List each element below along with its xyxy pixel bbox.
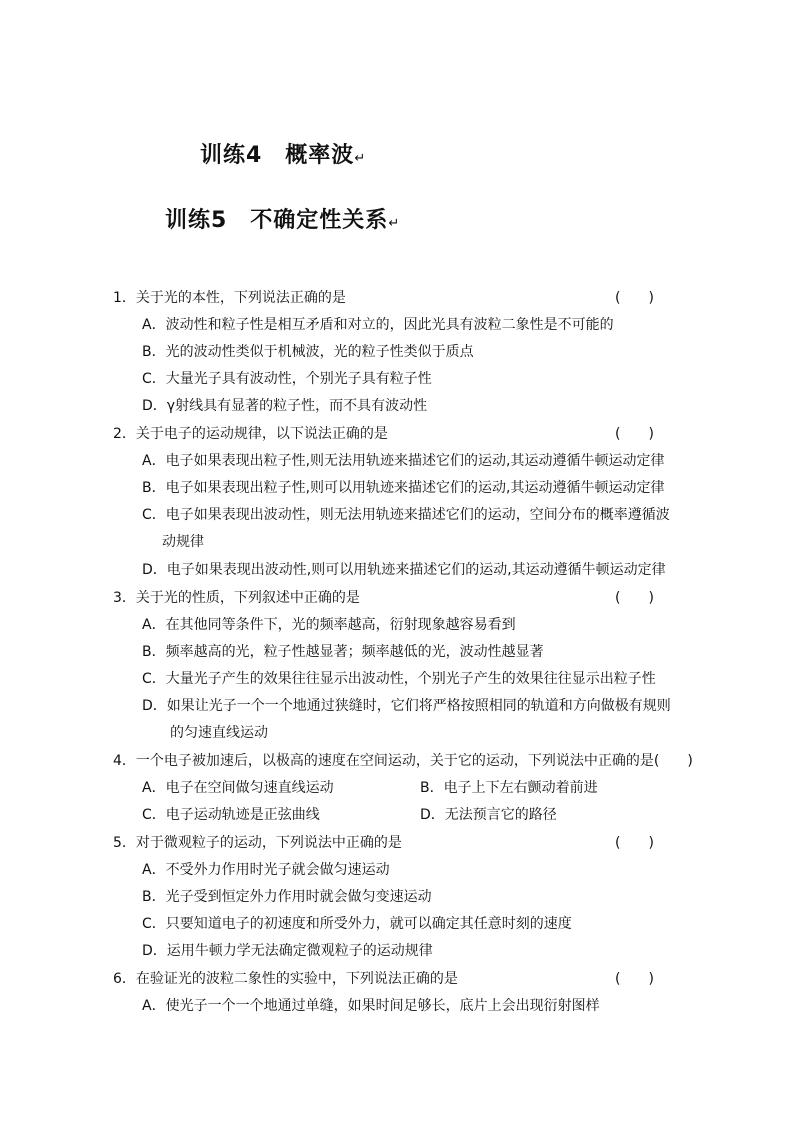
question-3-option-c: C．大量光子产生的效果往往显示出波动性，个别光子产生的效果往往显示出粒子性 bbox=[142, 671, 656, 687]
question-5-option-b: B．光子受到恒定外力作用时就会做匀变速运动 bbox=[142, 889, 432, 905]
paragraph-mark-icon: ↵ bbox=[388, 216, 401, 231]
question-6-stem: 6．在验证光的波粒二象性的实验中，下列说法正确的是 bbox=[113, 971, 458, 987]
paragraph-mark-icon: ↵ bbox=[354, 151, 367, 166]
question-5-stem: 5．对于微观粒子的运动，下列说法中正确的是 bbox=[113, 835, 402, 851]
question-4-option-c: C．电子运动轨迹是正弦曲线 bbox=[142, 807, 320, 823]
answer-blank: ( ) bbox=[615, 590, 654, 606]
question-4-option-d: D．无法预言它的路径 bbox=[420, 807, 557, 823]
answer-blank: ( ) bbox=[615, 426, 654, 442]
question-3-stem: 3．关于光的性质，下列叙述中正确的是 bbox=[113, 590, 360, 606]
question-2-option-c: C．电子如果表现出波动性，则无法用轨迹来描述它们的运动，空间分布的概率遵循波 bbox=[142, 507, 670, 523]
question-1-option-d: D．γ射线具有显著的粒子性，而不具有波动性 bbox=[142, 398, 428, 414]
question-2-stem: 2．关于电子的运动规律，以下说法正确的是 bbox=[113, 426, 388, 442]
question-3-option-d-continued: 的匀速直线运动 bbox=[170, 725, 268, 741]
question-4-option-b: B．电子上下左右颤动着前进 bbox=[420, 780, 598, 796]
question-1-option-c: C．大量光子具有波动性，个别光子具有粒子性 bbox=[142, 371, 432, 387]
question-1-option-b: B．光的波动性类似于机械波，光的粒子性类似于质点 bbox=[142, 344, 474, 360]
question-2-option-b: B．电子如果表现出粒子性,则可以用轨迹来描述它们的运动,其运动遵循牛顿运动定律 bbox=[142, 480, 665, 496]
question-2-option-a: A．电子如果表现出粒子性,则无法用轨迹来描述它们的运动,其运动遵循牛顿运动定律 bbox=[142, 453, 665, 469]
question-3-option-b: B．频率越高的光，粒子性越显著；频率越低的光，波动性越显著 bbox=[142, 644, 544, 660]
question-5-option-d: D．运用牛顿力学无法确定微观粒子的运动规律 bbox=[142, 943, 433, 959]
question-2-option-c-continued: 动规律 bbox=[162, 534, 204, 550]
section-title-4 bbox=[200, 138, 366, 169]
question-5-option-c: C．只要知道电子的初速度和所受外力，就可以确定其任意时刻的速度 bbox=[142, 916, 572, 932]
answer-blank: ( ) bbox=[615, 971, 654, 987]
question-2-option-d: D．电子如果表现出波动性,则可以用轨迹来描述它们的运动,其运动遵循牛顿运动定律 bbox=[142, 562, 666, 578]
question-4-stem: 4．一个电子被加速后，以极高的速度在空间运动，关于它的运动，下列说法中正确的是( ) bbox=[113, 753, 693, 769]
title-text: 训练5 不确定性关系 bbox=[165, 208, 389, 233]
question-1-stem: 1．关于光的本性，下列说法正确的是 bbox=[113, 290, 346, 306]
question-6-option-a: A．使光子一个一个地通过单缝，如果时间足够长，底片上会出现衍射图样 bbox=[142, 998, 600, 1014]
answer-blank: ( ) bbox=[615, 290, 654, 306]
question-1-option-a: A．波动性和粒子性是相互矛盾和对立的，因此光具有波粒二象性是不可能的 bbox=[142, 317, 614, 333]
section-title-5 bbox=[165, 203, 400, 234]
question-4-option-a: A．电子在空间做匀速直线运动 bbox=[142, 780, 334, 796]
question-3-option-a: A．在其他同等条件下，光的频率越高，衍射现象越容易看到 bbox=[142, 617, 516, 633]
question-3-option-d: D．如果让光子一个一个地通过狭缝时，它们将严格按照相同的轨道和方向做极有规则 bbox=[142, 698, 671, 714]
title-text: 训练4 概率波 bbox=[200, 143, 355, 168]
question-5-option-a: A．不受外力作用时光子就会做匀速运动 bbox=[142, 862, 390, 878]
answer-blank: ( ) bbox=[615, 835, 654, 851]
